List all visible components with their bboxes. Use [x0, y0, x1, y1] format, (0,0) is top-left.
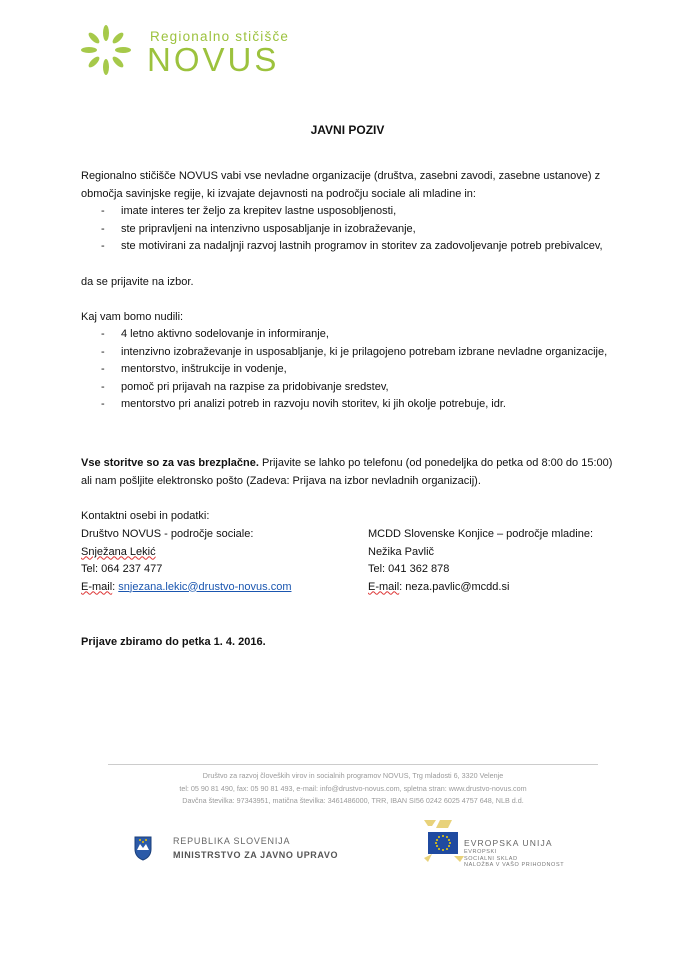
- slovenia-coat-of-arms-icon: [133, 835, 153, 861]
- list-item: - pomoč pri prijavah na razpise za pridobivanje sredstev,: [81, 379, 621, 397]
- footer-info: [108, 770, 598, 808]
- si-logo-line1: REPUBLIKA SLOVENIJA: [173, 836, 291, 846]
- list-item: - intenzivno izobraževanje in usposabljanje, ki je prilagojeno potrebam izbrane nevladne organizacije,: [81, 344, 621, 362]
- email-separator: :: [399, 580, 406, 593]
- eu-flag-icon: [422, 818, 466, 864]
- list-item: - mentorstvo, inštrukcije in vodenje,: [81, 361, 621, 379]
- free-services-bold: Vse storitve so za vas brezplačne.: [81, 457, 259, 469]
- novus-logo-icon: [80, 24, 132, 76]
- eu-logo-line: EVROPSKI: [464, 849, 497, 855]
- eu-logo-line: NALOŽBA V VAŠO PRIHODNOST: [464, 862, 565, 868]
- list-item: - ste motivirani za nadaljnji razvoj lastnih programov in storitev za zadovoljevanje potreb prebivalcev,: [81, 238, 621, 256]
- email-separator: :: [112, 580, 119, 593]
- list-item: - mentorstvo pri analizi potreb in razvoju novih storitev, ki jih okolje potrebuje, idr.: [81, 396, 621, 414]
- contact-org: Društvo NOVUS - področje sociale:: [81, 528, 254, 540]
- contact-left: [81, 526, 341, 596]
- footer-line: tel: 05 90 81 490, fax: 05 90 81 493, e-mail: info@drustvo-novus.com, spletna stran: www.drustvo-novus.com: [179, 783, 527, 793]
- intro-close: da se prijavite na izbor.: [81, 276, 194, 288]
- list-item: - ste pripravljeni na intenzivno usposabljanje in izobraževanje,: [81, 221, 621, 239]
- logo-org-name: Regionalno stičišče: [150, 29, 290, 44]
- free-services-paragraph: [81, 455, 621, 490]
- offer-heading: Kaj vam bomo nudili:: [81, 311, 184, 323]
- offers-list: [81, 326, 621, 414]
- email-label: E-mail: [368, 580, 400, 593]
- eu-logo-line: SOCIALNI SKLAD: [464, 855, 518, 862]
- conditions-list: [81, 203, 621, 256]
- si-logo-line2: MINISTRSTVO ZA JAVNO UPRAVO: [173, 850, 339, 860]
- email-link[interactable]: snjezana.lekic@drustvo-novus.com: [118, 580, 292, 593]
- contact-name: Nežika Pavlič: [368, 545, 435, 558]
- logo-brand-name: NOVUS: [147, 41, 280, 78]
- footer-line: Društvo za razvoj človeških virov in socialnih programov NOVUS, Trg mladosti 6, 3320 Velenje: [202, 771, 504, 780]
- list-item: - imate interes ter željo za krepitev lastne usposobljenosti,: [81, 203, 621, 221]
- free-services-text: Prijavite se lahko po telefonu (od ponedeljka do petka od 8:00 do 15:00) ali nam pošljite elektronsko pošto (Zadeva: Prijava na izbor nevladnih organizacij).: [81, 457, 613, 487]
- contact-org: MCDD Slovenske Konjice – področje mladine:: [368, 528, 593, 540]
- eu-logo-subtext: [464, 849, 564, 869]
- eu-logo-line1: EVROPSKA UNIJA: [464, 838, 553, 848]
- page-title: JAVNI POZIV: [310, 123, 385, 137]
- intro-paragraph: Regionalno stičišče NOVUS vabi vse nevladne organizacije (društva, zasebni zavodi, zasebne ustanove) z območja savinjske regije, ki izvajate dejavnosti na področju sociale ali mladine in:: [81, 170, 601, 200]
- contact-tel: Tel: 064 237 477: [81, 563, 163, 575]
- list-item: - 4 letno aktivno sodelovanje in informiranje,: [81, 326, 621, 344]
- contact-name: Snježana Lekić: [81, 545, 156, 558]
- footer-divider: [108, 764, 598, 765]
- deadline-note: Prijave zbiramo do petka 1. 4. 2016.: [81, 636, 266, 648]
- email-text: neza.pavlic@mcdd.si: [405, 580, 510, 593]
- contact-right: [368, 526, 648, 596]
- contact-tel: Tel: 041 362 878: [368, 563, 450, 575]
- footer-line: Davčna številka: 97343951, matična številka: 3461486000, TRR, IBAN SI56 0242 6025 4757 648, NLB d.d.: [182, 796, 524, 805]
- email-label: E-mail: [81, 580, 113, 593]
- contacts-heading: Kontaktni osebi in podatki:: [81, 510, 210, 522]
